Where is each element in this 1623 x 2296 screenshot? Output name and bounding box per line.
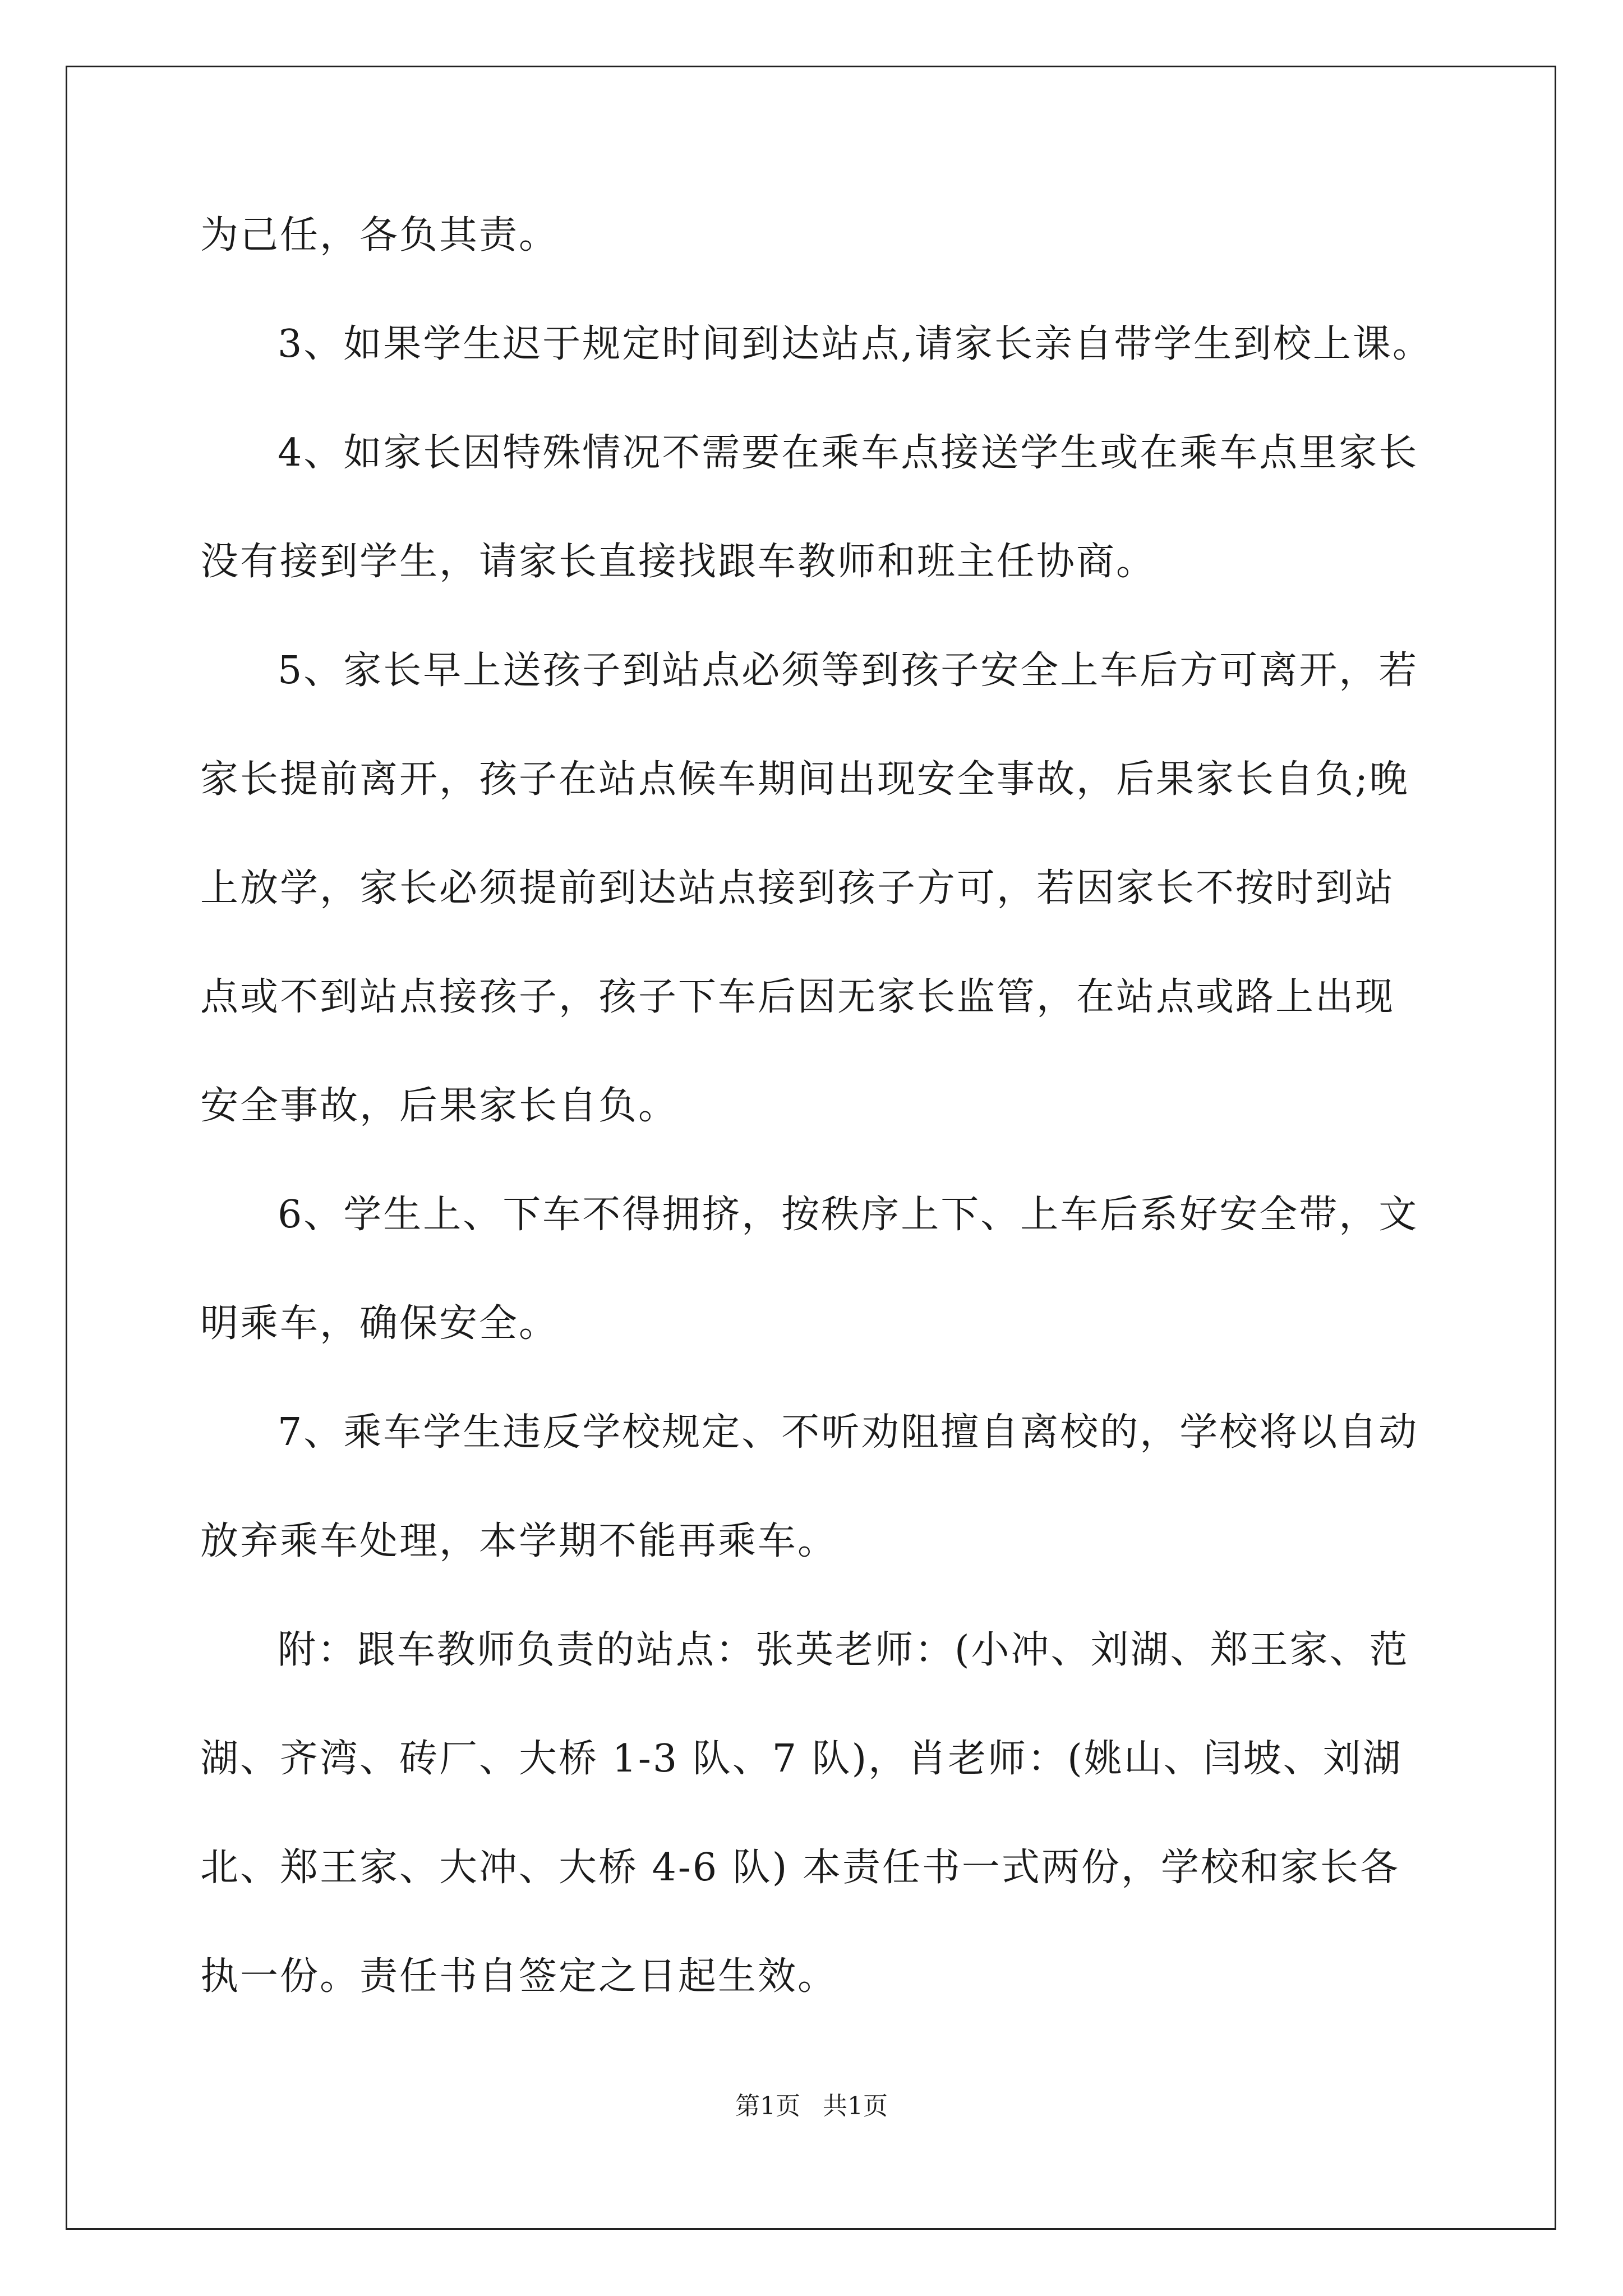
text-line: 北、郑王家、大冲、大桥 4-6 队) 本责任书一式两份，学校和家长各 <box>200 1846 1400 1890</box>
text-line: 家长提前离开，孩子在站点候车期间出现安全事故，后果家长自负;晚 <box>200 757 1409 802</box>
paragraph-5: 5、家长早上送孩子到站点必须等到孩子安全上车后方可离开，若 <box>278 648 1419 693</box>
text-line: 放弃乘车处理，本学期不能再乘车。 <box>200 1519 838 1563</box>
paragraph-appendix: 附：跟车教师负责的站点：张英老师：(小冲、刘湖、郑王家、范 <box>278 1628 1409 1672</box>
paragraph-4: 4、如家长因特殊情况不需要在乘车点接送学生或在乘车点里家长 <box>278 431 1419 475</box>
paragraph-7: 7、乘车学生违反学校规定、不听劝阻擅自离校的，学校将以自动 <box>278 1410 1419 1455</box>
text-line: 上放学，家长必须提前到达站点接到孩子方可，若因家长不按时到站 <box>200 866 1395 910</box>
text-line: 点或不到站点接孩子，孩子下车后因无家长监管，在站点或路上出现 <box>200 975 1395 1019</box>
text-line: 没有接到学生，请家长直接找跟车教师和班主任协商。 <box>200 540 1156 584</box>
paragraph-6: 6、学生上、下车不得拥挤，按秩序上下、上车后系好安全带，文 <box>278 1193 1419 1237</box>
page-number: 第1页 <box>735 2092 800 2120</box>
text-line: 为己任，各负其责。 <box>200 213 559 257</box>
document-body <box>200 208 1432 2058</box>
text-line: 安全事故，后果家长自负。 <box>200 1084 679 1128</box>
text-line: 湖、齐湾、砖厂、大桥 1-3 队、7 队)，肖老师：(姚山、闫坡、刘湖 <box>200 1737 1403 1781</box>
text-line: 明乘车，确保安全。 <box>200 1301 559 1346</box>
page-footer <box>0 2090 1623 2123</box>
page-total: 共1页 <box>823 2092 888 2120</box>
paragraph-3: 3、如果学生迟于规定时间到达站点,请家长亲自带学生到校上课。 <box>278 322 1432 366</box>
text-line: 执一份。责任书自签定之日起生效。 <box>200 1954 838 1999</box>
